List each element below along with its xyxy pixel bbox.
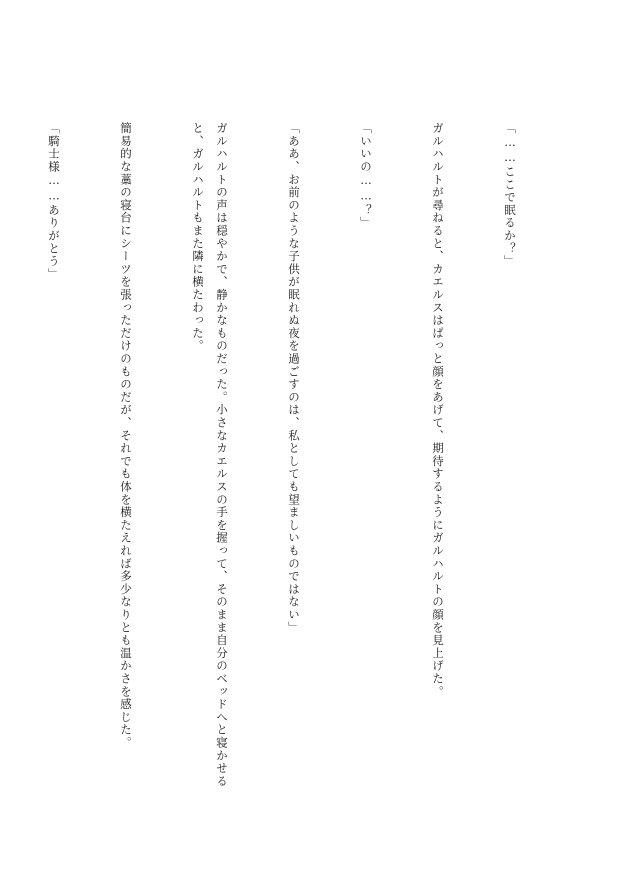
text-line: ガルハルトの声は穏やかで、静かなものだった。小さなカエルスの手を握って、そのまま自分のベッドへと寝かせると、ガルハルトもまた隣に横たわった。	[191, 122, 229, 788]
text-line: 「騎士様……ありがとう」	[47, 122, 61, 281]
text-line: 簡易的な藁の寝台にシーツを張っただけのものだが、それでも体を横たえれば多少なりとも温かさを感じた。	[119, 122, 133, 750]
text-line: 「……ここで眠るか？」	[503, 122, 517, 268]
text-line: 「ああ、お前のような子供が眠れぬ夜を過ごすのは、私としても望ましいものではない」	[287, 122, 301, 634]
text-line: ガルハルトが尋ねると、カエルスはぱっと顔をあげて、期待するようにガルハルトの顔を見上げた。	[431, 122, 445, 698]
text-line: 「いいの……？」	[359, 122, 373, 230]
vertical-text-block	[0, 122, 570, 802]
